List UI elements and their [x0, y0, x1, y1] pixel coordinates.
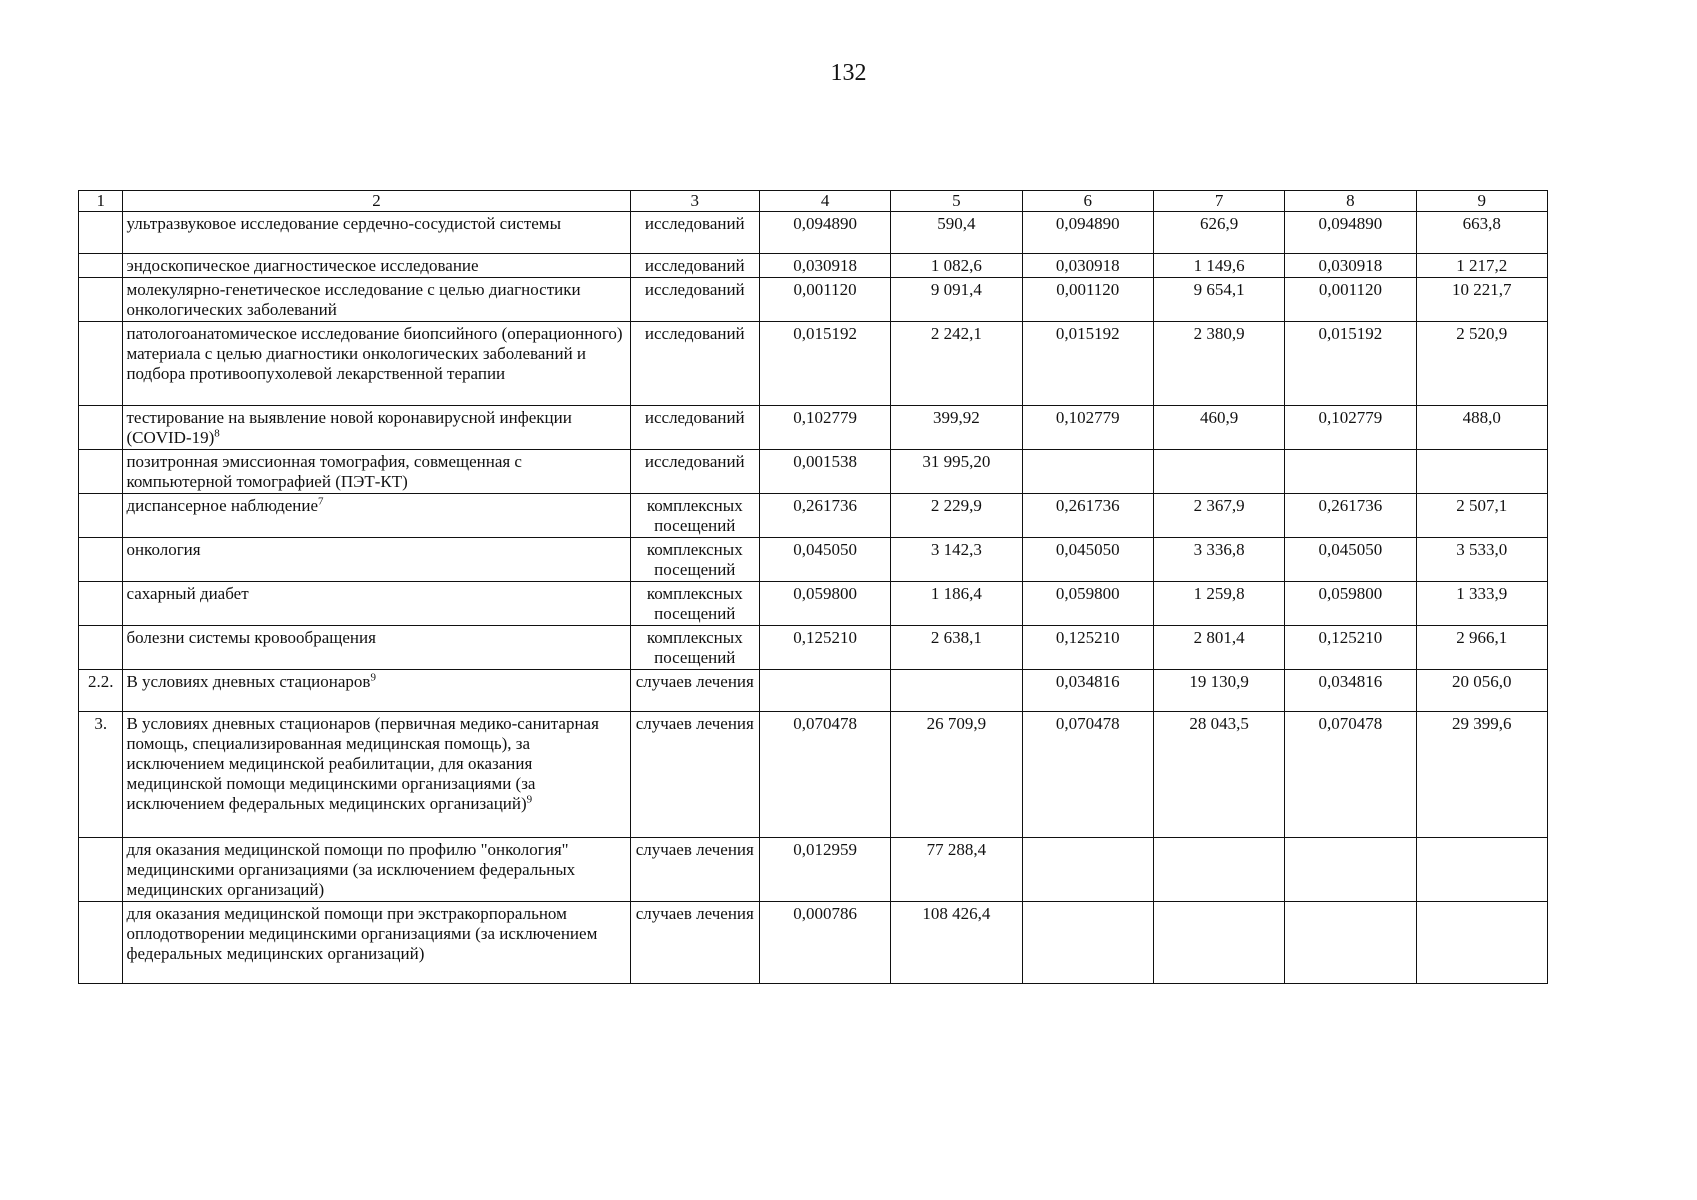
value-cell-4: 0,000786 [759, 902, 890, 984]
row-number-cell: 3. [79, 712, 123, 838]
value-cell-7: 626,9 [1153, 212, 1284, 254]
value-cell-6 [1022, 902, 1153, 984]
value-cell-7 [1153, 902, 1284, 984]
footnote-marker: 8 [214, 427, 220, 440]
value-cell-6: 0,059800 [1022, 582, 1153, 626]
table-row [79, 450, 1548, 494]
row-name-cell [123, 322, 630, 406]
value-cell-5: 1 186,4 [891, 582, 1022, 626]
row-name-text: позитронная эмиссионная томография, совмещенная с компьютерной томографией (ПЭТ-КТ) [126, 452, 522, 491]
value-cell-4: 0,094890 [759, 212, 890, 254]
unit-cell: комплексных посещений [630, 582, 759, 626]
value-cell-4: 0,012959 [759, 838, 890, 902]
row-number-cell [79, 212, 123, 254]
value-cell-5: 31 995,20 [891, 450, 1022, 494]
value-cell-5: 3 142,3 [891, 538, 1022, 582]
row-name-cell [123, 712, 630, 838]
row-name-cell [123, 406, 630, 450]
value-cell-9: 1 333,9 [1416, 582, 1547, 626]
value-cell-6: 0,030918 [1022, 254, 1153, 278]
row-name-text: молекулярно-генетическое исследование с целью диагностики онкологических заболеваний [126, 280, 581, 319]
row-name-cell [123, 670, 630, 712]
row-number-cell [79, 538, 123, 582]
table-row [79, 212, 1548, 254]
header-cell-4: 4 [759, 191, 890, 212]
value-cell-7: 2 367,9 [1153, 494, 1284, 538]
row-name-cell [123, 494, 630, 538]
row-number-cell [79, 626, 123, 670]
value-cell-7: 3 336,8 [1153, 538, 1284, 582]
value-cell-4: 0,030918 [759, 254, 890, 278]
value-cell-9: 2 966,1 [1416, 626, 1547, 670]
value-cell-7: 28 043,5 [1153, 712, 1284, 838]
unit-cell: комплексных посещений [630, 626, 759, 670]
row-number-cell [79, 494, 123, 538]
value-cell-9 [1416, 838, 1547, 902]
header-cell-1: 1 [79, 191, 123, 212]
row-name-text: болезни системы кровообращения [126, 628, 376, 647]
value-cell-7: 9 654,1 [1153, 278, 1284, 322]
unit-cell: исследований [630, 450, 759, 494]
footnote-marker: 7 [318, 495, 324, 508]
value-cell-6: 0,125210 [1022, 626, 1153, 670]
row-number-cell [79, 322, 123, 406]
value-cell-9: 663,8 [1416, 212, 1547, 254]
value-cell-9: 488,0 [1416, 406, 1547, 450]
row-number-cell [79, 254, 123, 278]
table-row [79, 538, 1548, 582]
row-name-cell [123, 254, 630, 278]
value-cell-8 [1285, 902, 1416, 984]
header-row [79, 191, 1548, 212]
header-cell-2: 2 [123, 191, 630, 212]
row-name-text: В условиях дневных стационаров (первичная медико-санитарная помощь, специализированная медицинская помощь), за исключением медицинской реабилитации, для оказания медицинской помощи медицинскими организациями (за исключением федеральных медицинских организаций) [126, 714, 599, 813]
value-cell-5: 26 709,9 [891, 712, 1022, 838]
value-cell-6: 0,034816 [1022, 670, 1153, 712]
value-cell-7: 2 380,9 [1153, 322, 1284, 406]
row-number-cell [79, 278, 123, 322]
value-cell-6: 0,045050 [1022, 538, 1153, 582]
table-row [79, 278, 1548, 322]
value-cell-4: 0,001120 [759, 278, 890, 322]
value-cell-7: 2 801,4 [1153, 626, 1284, 670]
table-row [79, 322, 1548, 406]
value-cell-6 [1022, 838, 1153, 902]
row-name-text: диспансерное наблюдение [126, 496, 319, 515]
table-row [79, 254, 1548, 278]
value-cell-7: 19 130,9 [1153, 670, 1284, 712]
value-cell-5: 399,92 [891, 406, 1022, 450]
unit-cell: комплексных посещений [630, 494, 759, 538]
header-cell-6: 6 [1022, 191, 1153, 212]
value-cell-4 [759, 670, 890, 712]
page-number: 132 [830, 60, 867, 86]
row-name-cell [123, 626, 630, 670]
value-cell-6: 0,001120 [1022, 278, 1153, 322]
value-cell-8 [1285, 450, 1416, 494]
value-cell-9: 1 217,2 [1416, 254, 1547, 278]
value-cell-4: 0,070478 [759, 712, 890, 838]
unit-cell: исследований [630, 322, 759, 406]
value-cell-9: 2 507,1 [1416, 494, 1547, 538]
unit-cell: комплексных посещений [630, 538, 759, 582]
value-cell-8 [1285, 838, 1416, 902]
value-cell-5: 108 426,4 [891, 902, 1022, 984]
row-name-cell [123, 278, 630, 322]
value-cell-5: 77 288,4 [891, 838, 1022, 902]
value-cell-5: 1 082,6 [891, 254, 1022, 278]
value-cell-7 [1153, 838, 1284, 902]
value-cell-5: 590,4 [891, 212, 1022, 254]
value-cell-9: 20 056,0 [1416, 670, 1547, 712]
value-cell-8: 0,001120 [1285, 278, 1416, 322]
value-cell-8: 0,045050 [1285, 538, 1416, 582]
value-cell-9: 2 520,9 [1416, 322, 1547, 406]
footnote-marker: 9 [526, 793, 533, 806]
value-cell-6: 0,015192 [1022, 322, 1153, 406]
value-cell-4: 0,059800 [759, 582, 890, 626]
unit-cell: исследований [630, 406, 759, 450]
value-cell-6: 0,261736 [1022, 494, 1153, 538]
row-name-cell [123, 838, 630, 902]
table-body [79, 191, 1548, 984]
header-cell-8: 8 [1285, 191, 1416, 212]
row-name-text: патологоанатомическое исследование биопсийного (операционного) материала с целью диагностики онкологических заболеваний и подбора противоопухолевой лекарственной терапии [126, 324, 623, 383]
value-cell-6: 0,102779 [1022, 406, 1153, 450]
row-name-text: ультразвуковое исследование сердечно-сосудистой системы [126, 214, 561, 233]
value-cell-7: 1 149,6 [1153, 254, 1284, 278]
value-cell-9 [1416, 902, 1547, 984]
row-name-text: для оказания медицинской помощи по профилю "онкология" медицинскими организациями (за исключением федеральных медицинских организаций) [126, 840, 576, 899]
data-table [78, 190, 1548, 984]
footnote-marker: 9 [370, 671, 376, 684]
value-cell-5 [891, 670, 1022, 712]
value-cell-4: 0,001538 [759, 450, 890, 494]
row-name-text: тестирование на выявление новой коронавирусной инфекции (COVID-19) [126, 408, 572, 447]
value-cell-6: 0,094890 [1022, 212, 1153, 254]
value-cell-8: 0,034816 [1285, 670, 1416, 712]
header-cell-7: 7 [1153, 191, 1284, 212]
unit-cell: случаев лечения [630, 838, 759, 902]
table-row [79, 670, 1548, 712]
row-name-cell [123, 450, 630, 494]
value-cell-5: 2 229,9 [891, 494, 1022, 538]
table-row [79, 582, 1548, 626]
value-cell-8: 0,030918 [1285, 254, 1416, 278]
value-cell-7: 1 259,8 [1153, 582, 1284, 626]
unit-cell: случаев лечения [630, 712, 759, 838]
header-cell-9: 9 [1416, 191, 1547, 212]
table-row [79, 406, 1548, 450]
table-row [79, 838, 1548, 902]
value-cell-4: 0,102779 [759, 406, 890, 450]
value-cell-4: 0,015192 [759, 322, 890, 406]
row-name-cell [123, 538, 630, 582]
row-number-cell [79, 450, 123, 494]
row-name-text: В условиях дневных стационаров [126, 672, 371, 691]
value-cell-4: 0,125210 [759, 626, 890, 670]
value-cell-5: 2 638,1 [891, 626, 1022, 670]
row-name-text: для оказания медицинской помощи при экстракорпоральном оплодотворении медицинскими организациями (за исключением федеральных медицинских организаций) [126, 904, 598, 963]
header-cell-3: 3 [630, 191, 759, 212]
row-number-cell: 2.2. [79, 670, 123, 712]
value-cell-4: 0,045050 [759, 538, 890, 582]
row-number-cell [79, 406, 123, 450]
value-cell-8: 0,125210 [1285, 626, 1416, 670]
row-name-cell [123, 902, 630, 984]
unit-cell: исследований [630, 278, 759, 322]
value-cell-7 [1153, 450, 1284, 494]
header-cell-5: 5 [891, 191, 1022, 212]
unit-cell: исследований [630, 212, 759, 254]
table-row [79, 902, 1548, 984]
value-cell-5: 9 091,4 [891, 278, 1022, 322]
row-number-cell [79, 838, 123, 902]
table-row [79, 712, 1548, 838]
row-name-cell [123, 582, 630, 626]
row-name-text: эндоскопическое диагностическое исследование [126, 256, 479, 275]
unit-cell: случаев лечения [630, 670, 759, 712]
value-cell-6 [1022, 450, 1153, 494]
value-cell-6: 0,070478 [1022, 712, 1153, 838]
row-number-cell [79, 902, 123, 984]
value-cell-8: 0,261736 [1285, 494, 1416, 538]
value-cell-8: 0,059800 [1285, 582, 1416, 626]
unit-cell: случаев лечения [630, 902, 759, 984]
value-cell-4: 0,261736 [759, 494, 890, 538]
value-cell-8: 0,094890 [1285, 212, 1416, 254]
value-cell-8: 0,070478 [1285, 712, 1416, 838]
row-name-text: онкология [126, 540, 201, 559]
row-name-cell [123, 212, 630, 254]
table-row [79, 626, 1548, 670]
value-cell-7: 460,9 [1153, 406, 1284, 450]
value-cell-9: 3 533,0 [1416, 538, 1547, 582]
unit-cell: исследований [630, 254, 759, 278]
value-cell-8: 0,102779 [1285, 406, 1416, 450]
value-cell-9 [1416, 450, 1547, 494]
value-cell-8: 0,015192 [1285, 322, 1416, 406]
value-cell-5: 2 242,1 [891, 322, 1022, 406]
value-cell-9: 29 399,6 [1416, 712, 1547, 838]
row-number-cell [79, 582, 123, 626]
value-cell-9: 10 221,7 [1416, 278, 1547, 322]
table-row [79, 494, 1548, 538]
row-name-text: сахарный диабет [126, 584, 249, 603]
